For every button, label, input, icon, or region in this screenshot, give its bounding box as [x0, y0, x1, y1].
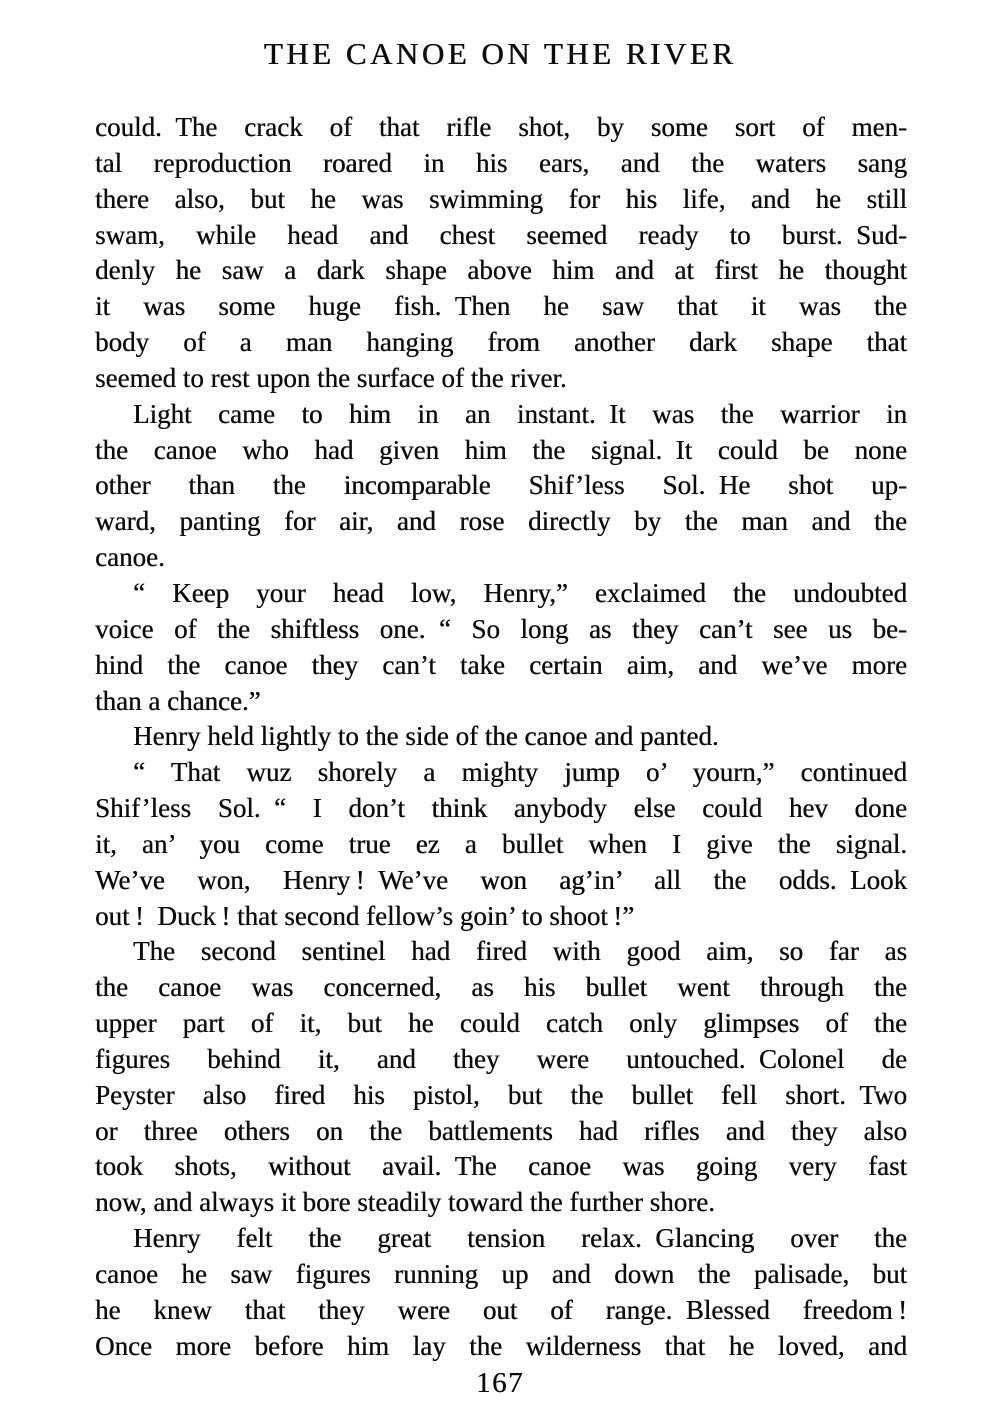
- text-line: Once more before him lay the wilderness that he loved, and: [95, 1330, 907, 1361]
- text-line: than a chance.”: [95, 685, 261, 716]
- text-line: out ! Duck ! that second fellow’s goin’ to shoot !”: [95, 900, 635, 931]
- running-head: THE CANOE ON THE RIVER: [263, 36, 737, 71]
- body-text-block: [95, 110, 907, 1365]
- text-line: swam, while head and chest seemed ready to burst. Sud-: [95, 219, 907, 250]
- text-line: figures behind it, and they were untouched. Colonel de: [95, 1043, 907, 1074]
- text-line: upper part of it, but he could catch only glimpses of the: [95, 1008, 907, 1039]
- text-line: denly he saw a dark shape above him and at first he thought: [95, 255, 907, 286]
- text-line: there also, but he was swimming for his life, and he still: [95, 183, 907, 214]
- text-line: Henry held lightly to the side of the canoe and panted.: [133, 721, 719, 752]
- text-line: ward, panting for air, and rose directly by the man and the: [95, 506, 907, 537]
- text-line: could. The crack of that rifle shot, by some sort of men-: [95, 112, 907, 142]
- text-line: now, and always it bore steadily toward the further shore.: [95, 1187, 715, 1218]
- text-line: other than the incomparable Shif’less Sol. He shot up-: [95, 470, 907, 501]
- text-line: We’ve won, Henry ! We’ve won ag’in’ all the odds. Look: [95, 864, 907, 895]
- text-line: canoe.: [95, 542, 165, 573]
- text-line: The second sentinel had fired with good aim, so far as: [133, 936, 907, 967]
- text-line: took shots, without avail. The canoe was going very fast: [95, 1151, 907, 1182]
- text-line: or three others on the battlements had rifles and they also: [95, 1115, 907, 1146]
- text-line: the canoe was concerned, as his bullet went through the: [95, 972, 907, 1003]
- text-line: it, an’ you come true ez a bullet when I give the signal.: [95, 828, 907, 859]
- text-line: canoe he saw figures running up and down the palisade, but: [95, 1259, 907, 1289]
- text-line: “ That wuz shorely a mighty jump o’ yourn,” continued: [133, 757, 907, 788]
- text-line: Shif’less Sol. “ I don’t think anybody else could hev done: [95, 793, 907, 824]
- text-line: tal reproduction roared in his ears, and the waters sang: [95, 147, 907, 178]
- text-line: he knew that they were out of range. Blessed freedom !: [95, 1294, 907, 1325]
- text-line: voice of the shiftless one. “ So long as they can’t see us be-: [95, 613, 907, 644]
- text-line: Peyster also fired his pistol, but the bullet fell short. Two: [95, 1079, 907, 1110]
- text-line: it was some huge fish. Then he saw that it was the: [95, 291, 907, 322]
- text-line: Henry felt the great tension relax. Glancing over the: [133, 1223, 907, 1254]
- text-line: body of a man hanging from another dark shape that: [95, 327, 907, 358]
- page-number: 167: [476, 1367, 524, 1399]
- text-line: the canoe who had given him the signal. It could be none: [95, 434, 907, 465]
- text-line: hind the canoe they can’t take certain aim, and we’ve more: [95, 649, 907, 680]
- text-line: “ Keep your head low, Henry,” exclaimed the undoubted: [133, 577, 907, 608]
- text-line: Light came to him in an instant. It was the warrior in: [133, 398, 907, 429]
- text-line: seemed to rest upon the surface of the river.: [95, 362, 567, 393]
